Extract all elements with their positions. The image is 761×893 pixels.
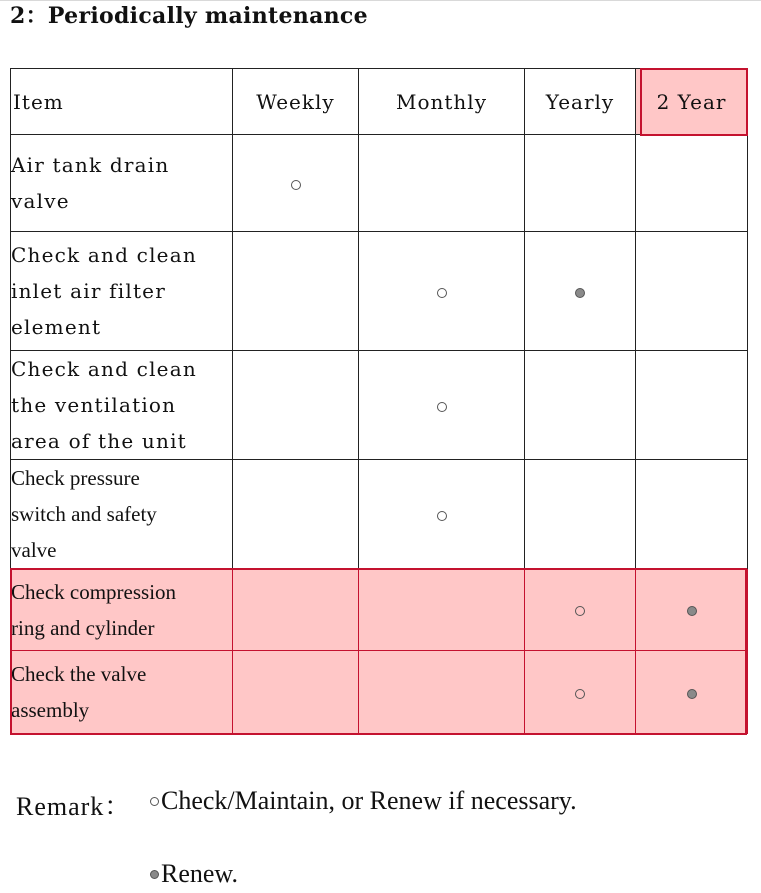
column-header: Item <box>11 69 233 135</box>
remark-check-line <box>150 786 577 816</box>
two-year-cell <box>636 460 748 569</box>
two-year-cell <box>636 569 748 651</box>
weekly-cell <box>233 460 359 569</box>
item-line: Air tank drain <box>11 153 170 177</box>
yearly-cell <box>525 569 636 651</box>
table-row <box>11 351 748 460</box>
item-cell <box>11 135 233 232</box>
maintenance-table <box>10 68 748 734</box>
section-title: 2：Periodically maintenance <box>10 3 368 29</box>
monthly-cell <box>359 135 525 232</box>
table-header-row <box>11 69 748 135</box>
two-year-cell <box>636 651 748 734</box>
item-line: Check compression <box>11 579 177 604</box>
item-line: Check the valve <box>11 662 147 686</box>
item-cell <box>11 460 233 569</box>
open-circle-icon <box>150 797 159 806</box>
weekly-cell <box>233 351 359 460</box>
open-circle-icon <box>437 288 447 298</box>
monthly-cell <box>359 651 525 734</box>
table-row <box>11 232 748 351</box>
two-year-cell <box>636 232 748 351</box>
item-line: area of the unit <box>11 429 187 453</box>
item-cell <box>11 569 233 651</box>
item-cell <box>11 351 233 460</box>
open-circle-icon <box>291 180 301 190</box>
yearly-cell <box>525 351 636 460</box>
item-line: valve <box>11 538 57 562</box>
yearly-cell <box>525 460 636 569</box>
item-line: Check pressure <box>11 466 140 490</box>
open-circle-icon <box>437 511 447 521</box>
filled-circle-icon <box>575 288 585 298</box>
monthly-cell <box>359 351 525 460</box>
item-line: valve <box>11 189 70 213</box>
remark-check-text: Check/Maintain, or Renew if necessary. <box>161 786 577 815</box>
monthly-cell <box>359 232 525 351</box>
remark-label: Remark： <box>16 792 132 821</box>
yearly-cell <box>525 651 636 734</box>
table-row <box>11 135 748 232</box>
item-line: Check and clean <box>11 243 197 267</box>
monthly-cell <box>359 460 525 569</box>
weekly-cell <box>233 232 359 351</box>
two-year-cell <box>636 351 748 460</box>
weekly-cell <box>233 651 359 734</box>
table-row-highlighted <box>11 651 748 734</box>
yearly-cell <box>525 135 636 232</box>
column-header: Monthly <box>359 69 525 135</box>
open-circle-icon <box>437 402 447 412</box>
item-cell <box>11 651 233 734</box>
filled-circle-icon <box>150 870 159 879</box>
filled-circle-icon <box>687 689 697 699</box>
table-row-highlighted <box>11 569 748 651</box>
two-year-cell <box>636 135 748 232</box>
item-line: assembly <box>11 698 90 722</box>
table-row <box>11 460 748 569</box>
item-line: the ventilation <box>11 393 177 417</box>
weekly-cell <box>233 569 359 651</box>
item-line: element <box>11 315 102 339</box>
open-circle-icon <box>575 689 585 699</box>
item-line: Check and clean <box>11 357 197 381</box>
filled-circle-icon <box>687 606 697 616</box>
remark-renew-text: Renew. <box>161 859 239 888</box>
item-line: ring and cylinder <box>11 615 155 640</box>
item-cell <box>11 232 233 351</box>
item-line: inlet air filter <box>11 279 166 303</box>
column-header-highlighted: 2 Year <box>636 69 748 135</box>
yearly-cell <box>525 232 636 351</box>
open-circle-icon <box>575 606 585 616</box>
column-header: Yearly <box>525 69 636 135</box>
column-header: Weekly <box>233 69 359 135</box>
item-line: switch and safety <box>11 502 157 526</box>
monthly-cell <box>359 569 525 651</box>
remark-renew-line <box>150 859 238 889</box>
weekly-cell <box>233 135 359 232</box>
